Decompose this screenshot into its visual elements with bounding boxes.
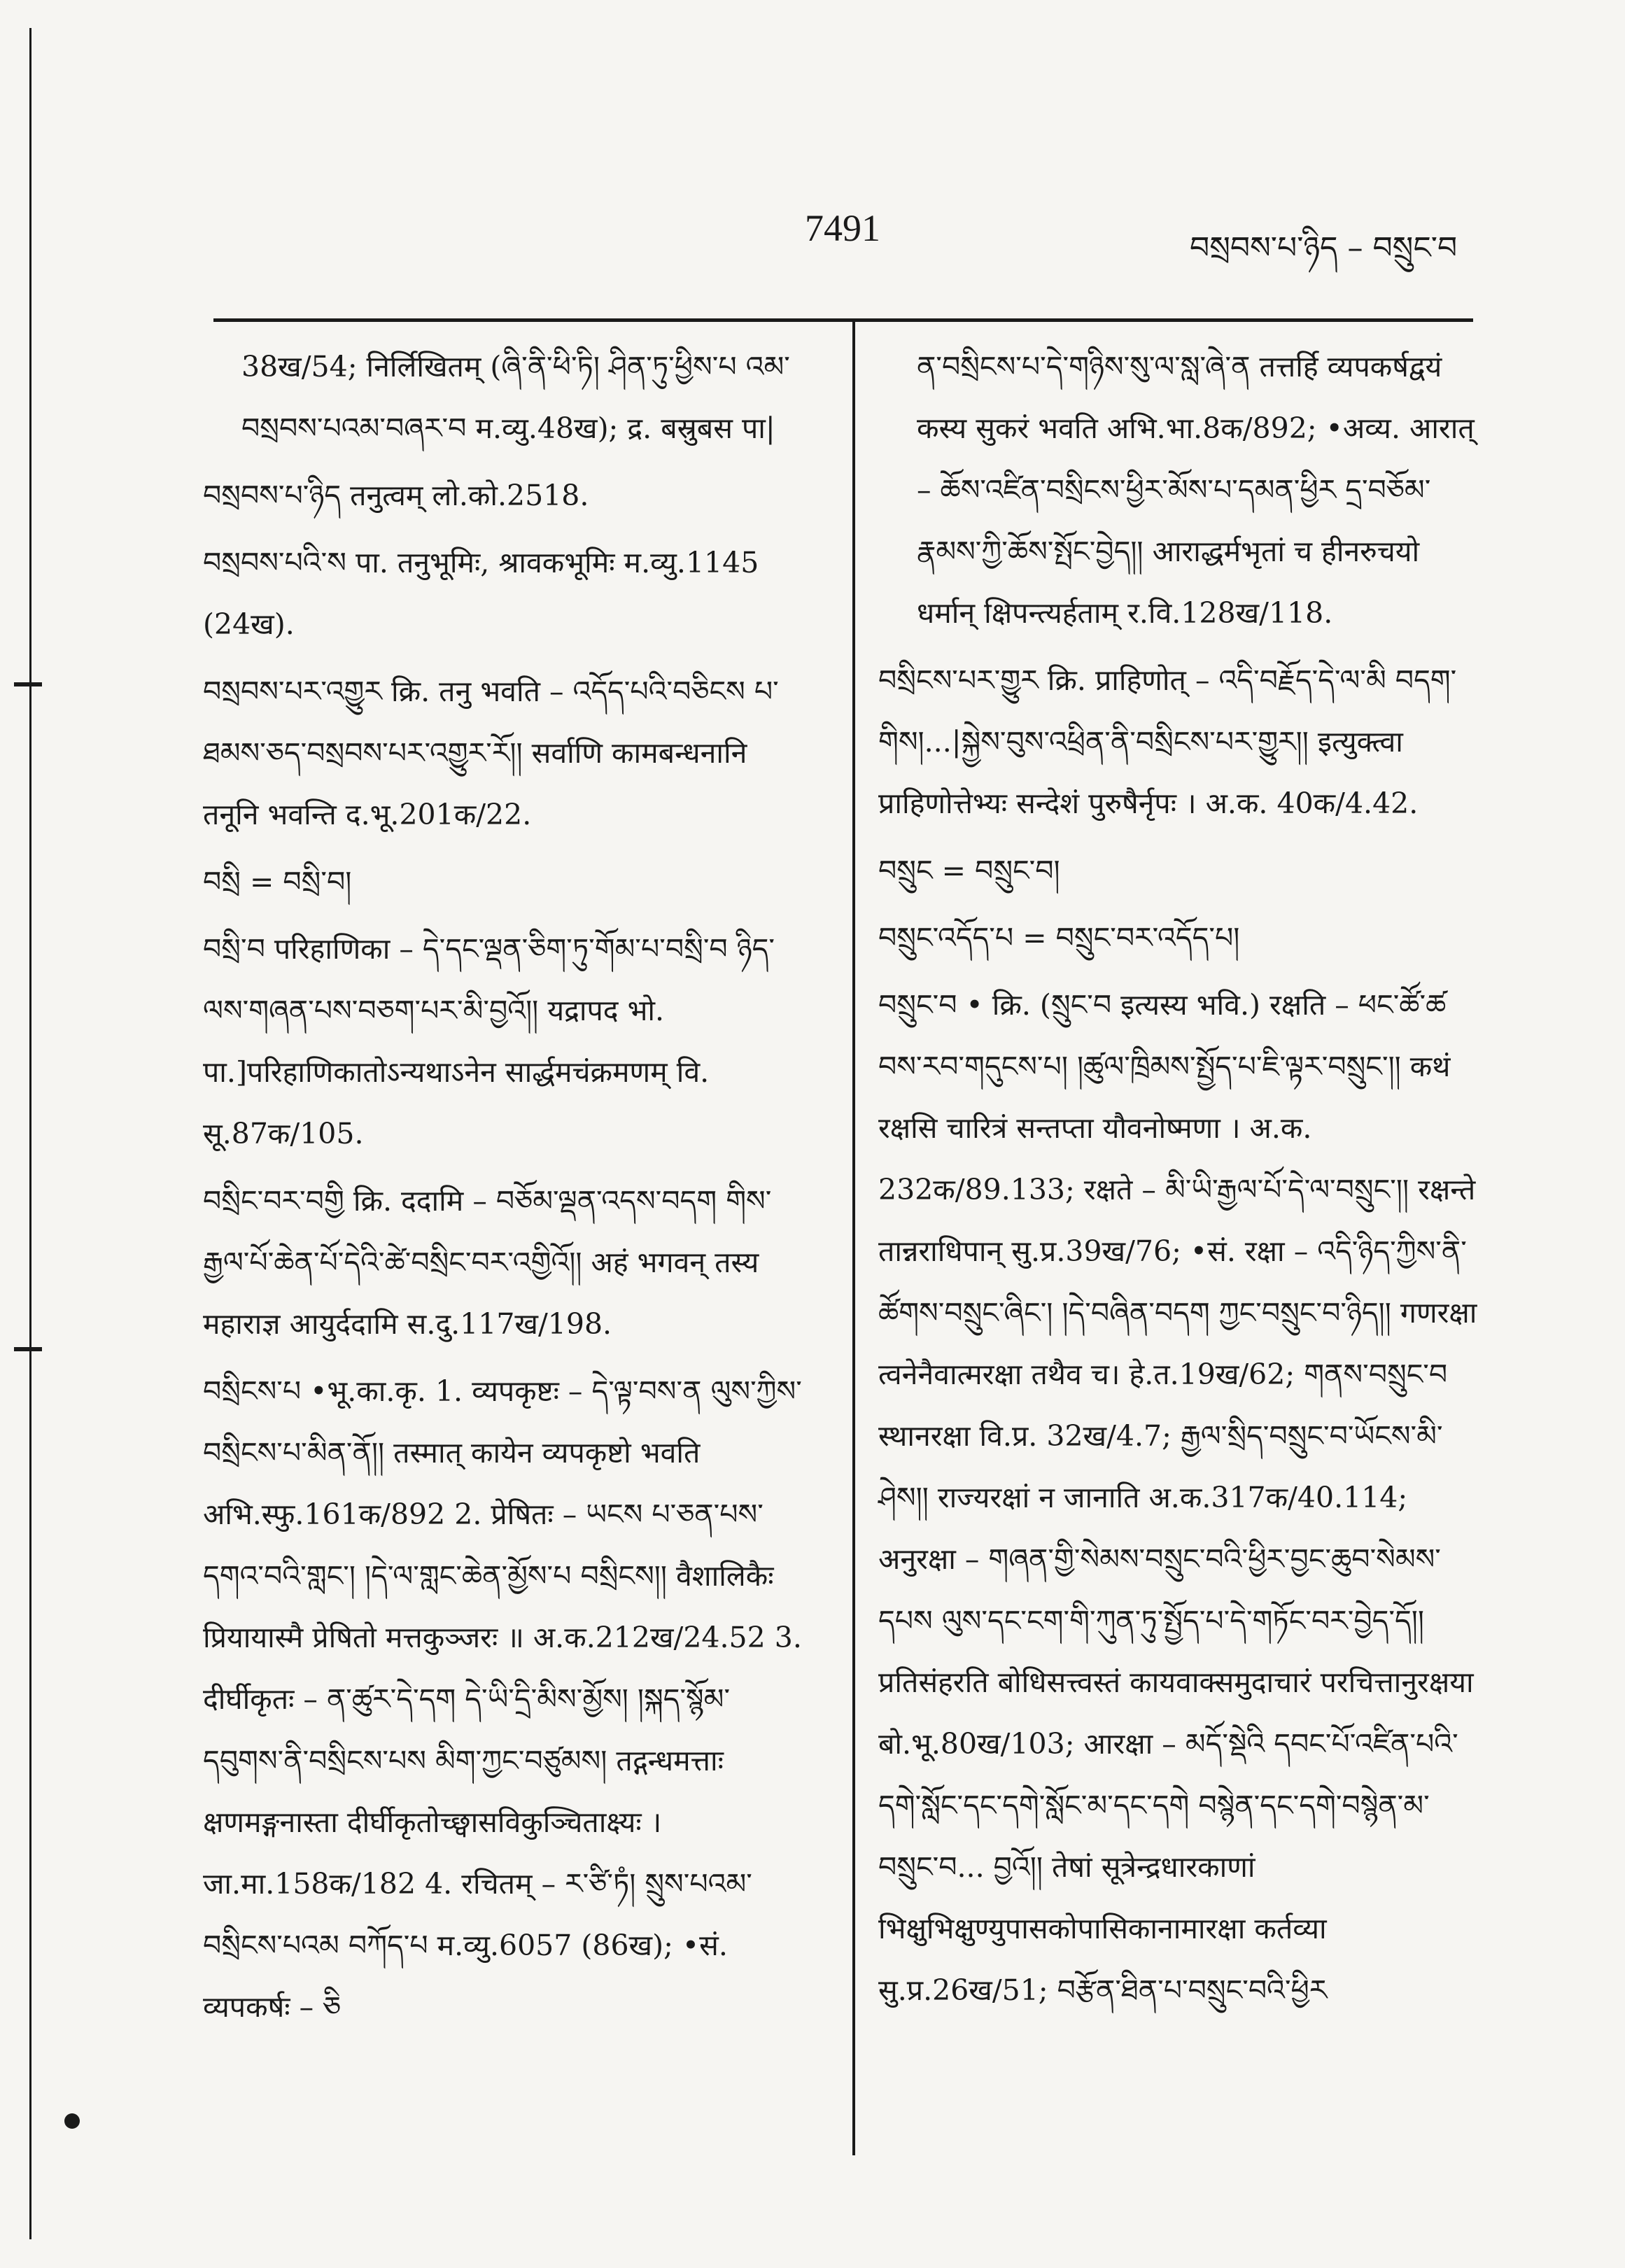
dictionary-entry: བསྲི་བ परिहाणिका – དེ་དང་ལྡན་ཅིག་ཏུ་གོམ་པ་བསྲི་བ ཉིད་ལས་གཞན་པས་བཅག་པར་མི་བྱའོ།། यद्रापद भो. पा.]परिहाणिकातोऽन्यथाऽनेन सार्द्धमचंक्रमणम् वि. सू.87क/105. [203,932,775,1150]
dictionary-entry: བསྲབས་པར་འགྱུར क्रि. तनु भवति – འདོད་པའི་བཅིངས པ་ཐམས་ཅད་བསྲབས་པར་འགྱུར་རོ།། सर्वाणि कामबन्धनानि तनूनि भवन्ति द.भू.201क/22. [203,675,779,831]
left-margin-line [29,28,31,2239]
margin-tick [14,1347,42,1351]
dictionary-entry: བསྲིངས་པ •भू.का.कृ. 1. व्यपकृष्टः – དེ་ལྟ་བས་ན ལུས་ཀྱིས་བསྲིངས་པ་མིན་ནོ།། तस्मात् कायेन व्यपकृष्टो भवति अभि.स्फु.161क/892 2. प्रेषितः – ཡངས པ་ཅན་པས་དགའ་བའི་གླང་། །དེ་ལ་གླང་ཆེན་མྱོས་པ བསྲིངས།། वैशालिकैः प्रियायास्मै प्रेषितो मत्तकुञ्जरः ॥ अ.क.212ख/24.52 3. दीर्घीकृतः – ན་ཚུར་དེ་དག དེ་ཡི་དྲི་མིས་མྱོས། །སྐད་སྙོམ་དབུགས་ནི་བསྲིངས་པས མིག་ཀྱང་བཙུམས། तद्गन्धमत्ताः क्षणमङ्गनास्ता दीर्घीकृतोच्छ्वासविकुञ्चिताक्ष्यः । जा.मा.158क/182 4. रचितम् – ར་ཙི་ཏཾ། སྲུས་པའམ་བསྲིངས་པའམ བཀོད་པ म.व्यु.6057 (86ख); •सं. व्यपकर्षः – ཅི [203,1374,802,2024]
margin-tick [14,682,42,686]
page-number: 7491 [805,207,880,249]
column-divider [852,322,855,2155]
dictionary-entry: 38ख/54; निर्लिखितम् (ཞི་ནི་ཕི་ཏི། ཤིན་ཏུ་ཕྱིས་པ འམ་བསྲབས་པའམ་བཞར་བ म.व्यु.48ख); द्र. बस्रुबस पा| [241,350,790,445]
dictionary-entry: བསྲུང་བ • क्रि. (སྲུང་བ इत्यस्य भवि.) रक्षति – ཕང་ཚོ་ཚ བས་རབ་གདུངས་པ། །ཚུལ་ཁྲིམས་སྤྱོད་པ་ཇི་ལྟར་བསྲུང་།། कथं रक्षसि चारित्रं सन्तप्ता यौवनोष्मणा । अ.क. 232क/89.133; रक्षते – མི་ཡི་རྒྱལ་པོ་དེ་ལ་བསྲུང་།། रक्षन्ते तान्नराधिपान् सु.प्र.39ख/76; •सं. रक्षा – འདི་ཉིད་ཀྱིས་ནི་ཚོགས་བསྲུང་ཞིང་། །དེ་བཞིན་བདག ཀྱང་བསྲུང་བ་ཉིད།། गणरक्षा त्वनेनैवात्मरक्षा तथैव च। हे.त.19ख/62; གནས་བསྲུང་བ स्थानरक्षा वि.प्र. 32ख/4.7; རྒྱལ་སྲིད་བསྲུང་བ་ཡོངས་མི་ཤེས།། राज्यरक्षां न जानाति अ.क.317क/40.114; अनुरक्षा – གཞན་གྱི་སེམས་བསྲུང་བའི་ཕྱིར་བྱང་ཆུབ་སེམས་དཔས ལུས་དང་ངག་གི་ཀུན་ཏུ་སྤྱོད་པ་དེ་གཏོང་བར་བྱེད་དོ།། प्रतिसंहरति बोधिसत्त्वस्तं कायवाक्समुदाचारं परचित्तानुरक्षया बो.भू.80ख/103; आरक्षा – མདོ་སྡེའི དབང་པོ་འཛིན་པའི་དགེ་སློང་དང་དགེ་སློང་མ་དང་དགེ བསྙེན་དང་དགེ་བསྙེན་མ་བསྲུང་བ... བྱའོ།། तेषां सूत्रेन्द्रधारकाणां भिक्षुभिक्षुण्युपासकोपासिकानामारक्षा कर्तव्या सु.प्र.26ख/51; བརྩོན་ཐིན་པ་བསྲུང་བའི་ཕྱིར [878,988,1477,2007]
dictionary-entry: བསྲབས་པ་ཉིད तनुत्वम् लो.को.2518. [203,479,589,512]
dictionary-entry: བསྲུང = བསྲུང་བ། [878,854,1060,887]
right-column [878,336,1480,2027]
margin-dot [64,2113,80,2129]
header-rule [213,318,1473,322]
dictionary-entry: བསྲུང་འདོད་པ = བསྲུང་བར་འདོད་པ། [878,921,1240,955]
left-column [203,336,805,2043]
dictionary-entry: བསྲིངས་པར་གྱུར क्रि. प्राहिणोत् – འདི་བརྗོད་དེ་ལ་མི བདག་གིས།...|སྐྱེས་བུས་འཕྲིན་ནི་བསྲིངས་པར་གྱུར།། इत्युक्त्वा प्राहिणोत्तेभ्यः सन्देशं पुरुषैर्नृपः । अ.क. 40क/4.42. [878,663,1457,820]
dictionary-entry: བསྲི = བསྲི་བ། [203,865,352,899]
dictionary-entry: བསྲབས་པའི་ས पा. तनुभूमिः, श्रावकभूमिः म.व्यु.1145 (24ख). [203,546,759,641]
running-head: བསྲབས་པ་ཉིད – བསྲུང་བ [1190,230,1458,266]
dictionary-entry: བསྲིང་བར་བགྱི क्रि. ददामि – བཅོམ་ལྡན་འདས་བདག གིས་རྒྱལ་པོ་ཆེན་པོ་དེའི་ཚེ་བསྲིང་བར་འགྱིའོ།། अहं भगवन् तस्य महाराज्ञ आयुर्ददामि स.दु.117ख/198. [203,1184,772,1341]
dictionary-entry: ན་བསྲིངས་པ་དེ་གཉིས་སུ་ལ་སླ་ཞེ་ན तत्तर्हि व्यपकर्षद्वयं कस्य सुकरं भवति अभि.भा.8क/892; •अव्य. आरात् – ཆོས་འཛིན་བསྲིངས་ཕྱིར་མོས་པ་དམན་ཕྱིར དྲ་བཅོམ་རྣམས་ཀྱི་ཆོས་སྤོང་བྱེད།། आराद्धर्मभृतां च हीनरुचयो धर्मान् क्षिपन्त्यर्हताम् र.वि.128ख/118. [917,350,1475,630]
